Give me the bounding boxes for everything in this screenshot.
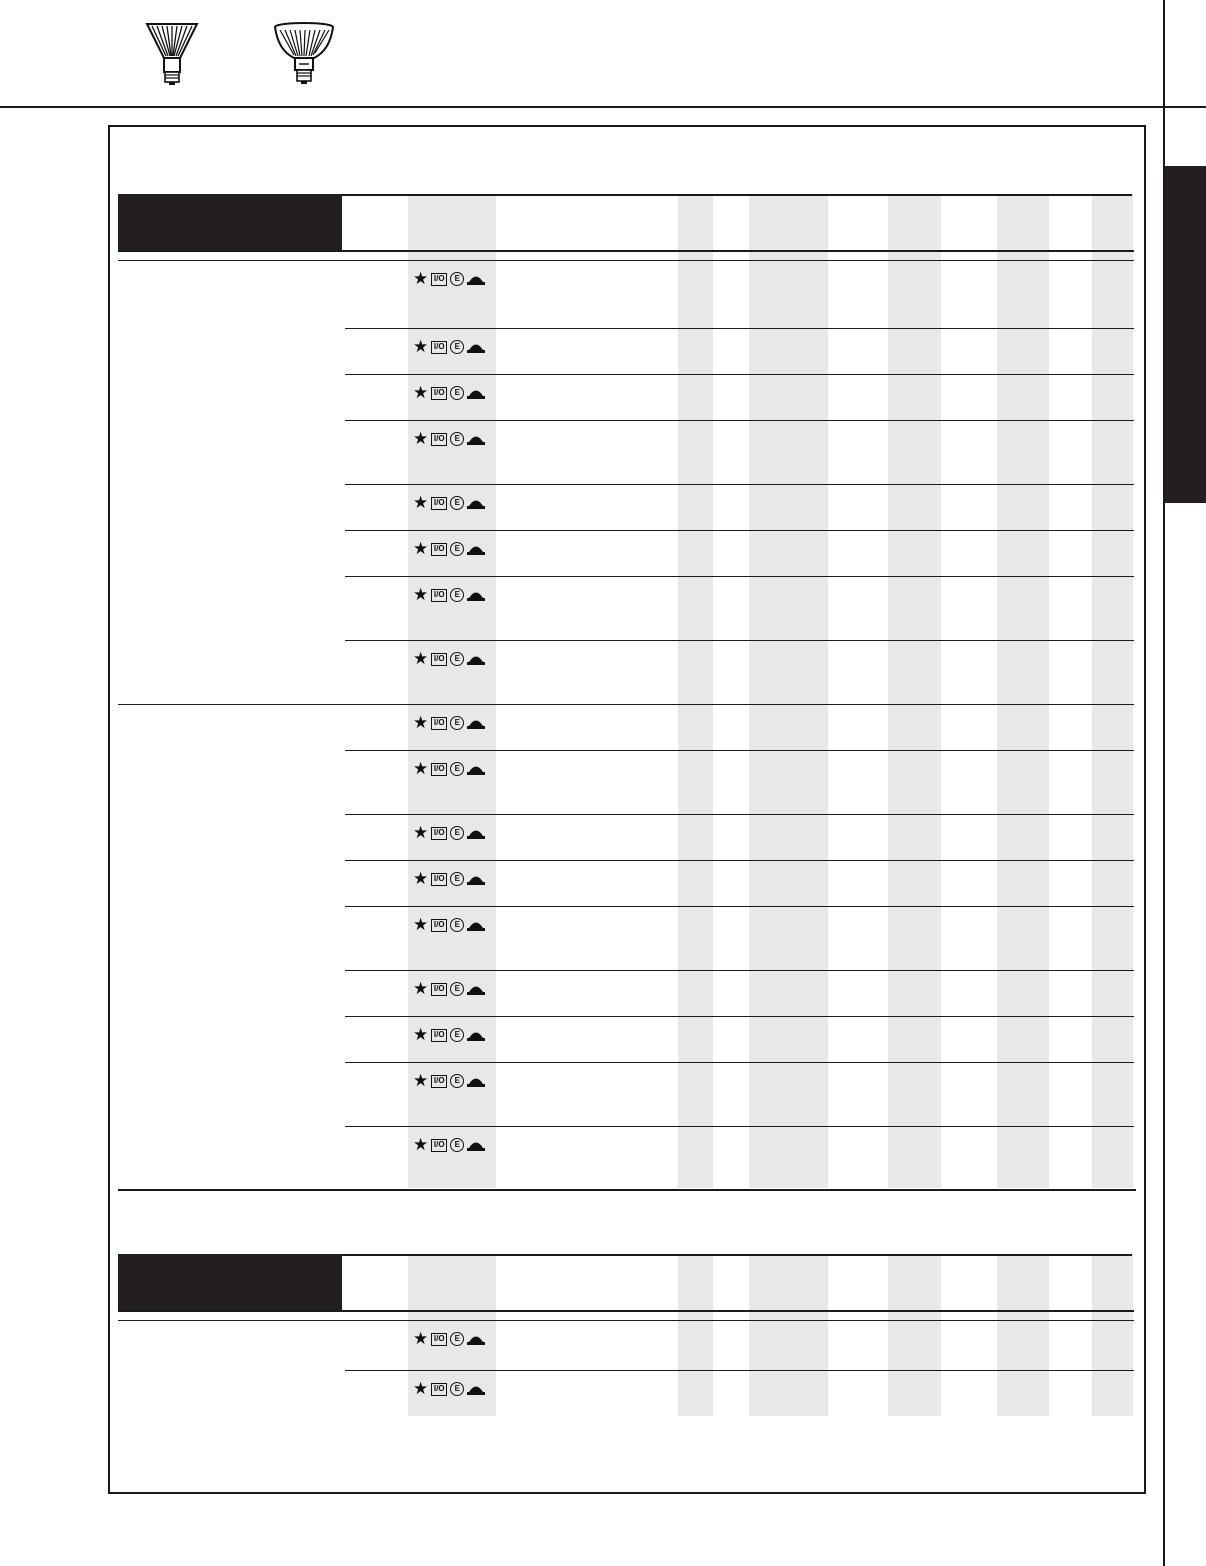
- energy-icon: E: [450, 716, 464, 730]
- feature-icons: [413, 1331, 485, 1347]
- table-row: [345, 906, 1134, 970]
- indoor-outdoor-icon: I/O: [431, 827, 447, 840]
- indoor-outdoor-icon: I/O: [431, 273, 447, 286]
- feature-icons: [413, 1027, 485, 1043]
- energy-icon: E: [450, 272, 464, 286]
- feature-icons: [413, 1073, 485, 1089]
- feature-icons: [413, 271, 485, 287]
- indoor-outdoor-icon: I/O: [431, 341, 447, 354]
- outdoor-fixture-icon: [467, 872, 485, 886]
- par20-lamp-icon: [144, 22, 200, 86]
- header-top-rule: [342, 1254, 1132, 1256]
- energy-icon: E: [450, 872, 464, 886]
- outdoor-fixture-icon: [467, 432, 485, 446]
- star-icon: ★: [413, 1379, 429, 1398]
- header-bottom-rule: [118, 1310, 1134, 1312]
- star-icon: ★: [413, 1135, 429, 1154]
- energy-icon: E: [450, 386, 464, 400]
- table-row: [345, 420, 1134, 484]
- table-row: [345, 1126, 1134, 1188]
- star-icon: ★: [413, 1025, 429, 1044]
- outdoor-fixture-icon: [467, 272, 485, 286]
- star-icon: ★: [413, 337, 429, 356]
- outdoor-fixture-icon: [467, 588, 485, 602]
- energy-icon: E: [450, 588, 464, 602]
- star-icon: ★: [413, 429, 429, 448]
- feature-icons: [413, 339, 485, 355]
- feature-icons: [413, 825, 485, 841]
- star-icon: ★: [413, 383, 429, 402]
- outdoor-fixture-icon: [467, 918, 485, 932]
- energy-icon: E: [450, 1382, 464, 1396]
- energy-icon: E: [450, 340, 464, 354]
- energy-icon: E: [450, 826, 464, 840]
- indoor-outdoor-icon: I/O: [431, 543, 447, 556]
- star-icon: ★: [413, 1071, 429, 1090]
- outdoor-fixture-icon: [467, 340, 485, 354]
- table-row: [345, 576, 1134, 640]
- star-icon: ★: [413, 493, 429, 512]
- table-row: [345, 640, 1134, 704]
- star-icon: ★: [413, 713, 429, 732]
- header-label-block: [118, 194, 342, 250]
- feature-icons: [413, 587, 485, 603]
- header-top-rule: [342, 194, 1132, 196]
- outdoor-fixture-icon: [467, 762, 485, 776]
- energy-icon: E: [450, 1028, 464, 1042]
- indoor-outdoor-icon: I/O: [431, 653, 447, 666]
- energy-icon: E: [450, 432, 464, 446]
- indoor-outdoor-icon: I/O: [431, 1029, 447, 1042]
- star-icon: ★: [413, 269, 429, 288]
- energy-icon: E: [450, 1138, 464, 1152]
- outdoor-fixture-icon: [467, 1382, 485, 1396]
- feature-icons: [413, 495, 485, 511]
- feature-icons: [413, 385, 485, 401]
- star-icon: ★: [413, 869, 429, 888]
- outdoor-fixture-icon: [467, 1028, 485, 1042]
- energy-icon: E: [450, 496, 464, 510]
- energy-icon: E: [450, 982, 464, 996]
- feature-icons: [413, 1381, 485, 1397]
- indoor-outdoor-icon: I/O: [431, 387, 447, 400]
- energy-icon: E: [450, 1332, 464, 1346]
- indoor-outdoor-icon: I/O: [431, 497, 447, 510]
- outdoor-fixture-icon: [467, 982, 485, 996]
- energy-icon: E: [450, 542, 464, 556]
- page-top-rule: [0, 106, 1206, 108]
- energy-icon: E: [450, 1074, 464, 1088]
- outdoor-fixture-icon: [467, 1138, 485, 1152]
- header-bottom-rule: [118, 250, 1134, 252]
- par38-lamp-icon: [272, 22, 336, 86]
- outdoor-fixture-icon: [467, 496, 485, 510]
- star-icon: ★: [413, 759, 429, 778]
- star-icon: ★: [413, 585, 429, 604]
- indoor-outdoor-icon: I/O: [431, 589, 447, 602]
- star-icon: ★: [413, 539, 429, 558]
- feature-icons: [413, 715, 485, 731]
- feature-icons: [413, 871, 485, 887]
- indoor-outdoor-icon: I/O: [431, 717, 447, 730]
- feature-icons: [413, 541, 485, 557]
- outdoor-fixture-icon: [467, 652, 485, 666]
- feature-icons: [413, 431, 485, 447]
- indoor-outdoor-icon: I/O: [431, 1139, 447, 1152]
- outdoor-fixture-icon: [467, 716, 485, 730]
- indoor-outdoor-icon: I/O: [431, 433, 447, 446]
- feature-icons: [413, 917, 485, 933]
- table-row: [345, 1062, 1134, 1126]
- star-icon: ★: [413, 649, 429, 668]
- indoor-outdoor-icon: I/O: [431, 1333, 447, 1346]
- indoor-outdoor-icon: I/O: [431, 919, 447, 932]
- energy-icon: E: [450, 918, 464, 932]
- outdoor-fixture-icon: [467, 826, 485, 840]
- energy-icon: E: [450, 762, 464, 776]
- feature-icons: [413, 651, 485, 667]
- header-label-block: [118, 1254, 342, 1310]
- feature-icons: [413, 981, 485, 997]
- table-row: [345, 750, 1134, 814]
- indoor-outdoor-icon: I/O: [431, 1383, 447, 1396]
- feature-icons: [413, 761, 485, 777]
- outdoor-fixture-icon: [467, 386, 485, 400]
- outdoor-fixture-icon: [467, 542, 485, 556]
- outdoor-fixture-icon: [467, 1332, 485, 1346]
- section-tab: [1165, 166, 1206, 503]
- star-icon: ★: [413, 823, 429, 842]
- indoor-outdoor-icon: I/O: [431, 1075, 447, 1088]
- outdoor-fixture-icon: [467, 1074, 485, 1088]
- indoor-outdoor-icon: I/O: [431, 873, 447, 886]
- table-bottom-rule: [118, 1189, 1136, 1191]
- feature-icons: [413, 1137, 485, 1153]
- star-icon: ★: [413, 915, 429, 934]
- star-icon: ★: [413, 979, 429, 998]
- energy-icon: E: [450, 652, 464, 666]
- indoor-outdoor-icon: I/O: [431, 983, 447, 996]
- star-icon: ★: [413, 1329, 429, 1348]
- indoor-outdoor-icon: I/O: [431, 763, 447, 776]
